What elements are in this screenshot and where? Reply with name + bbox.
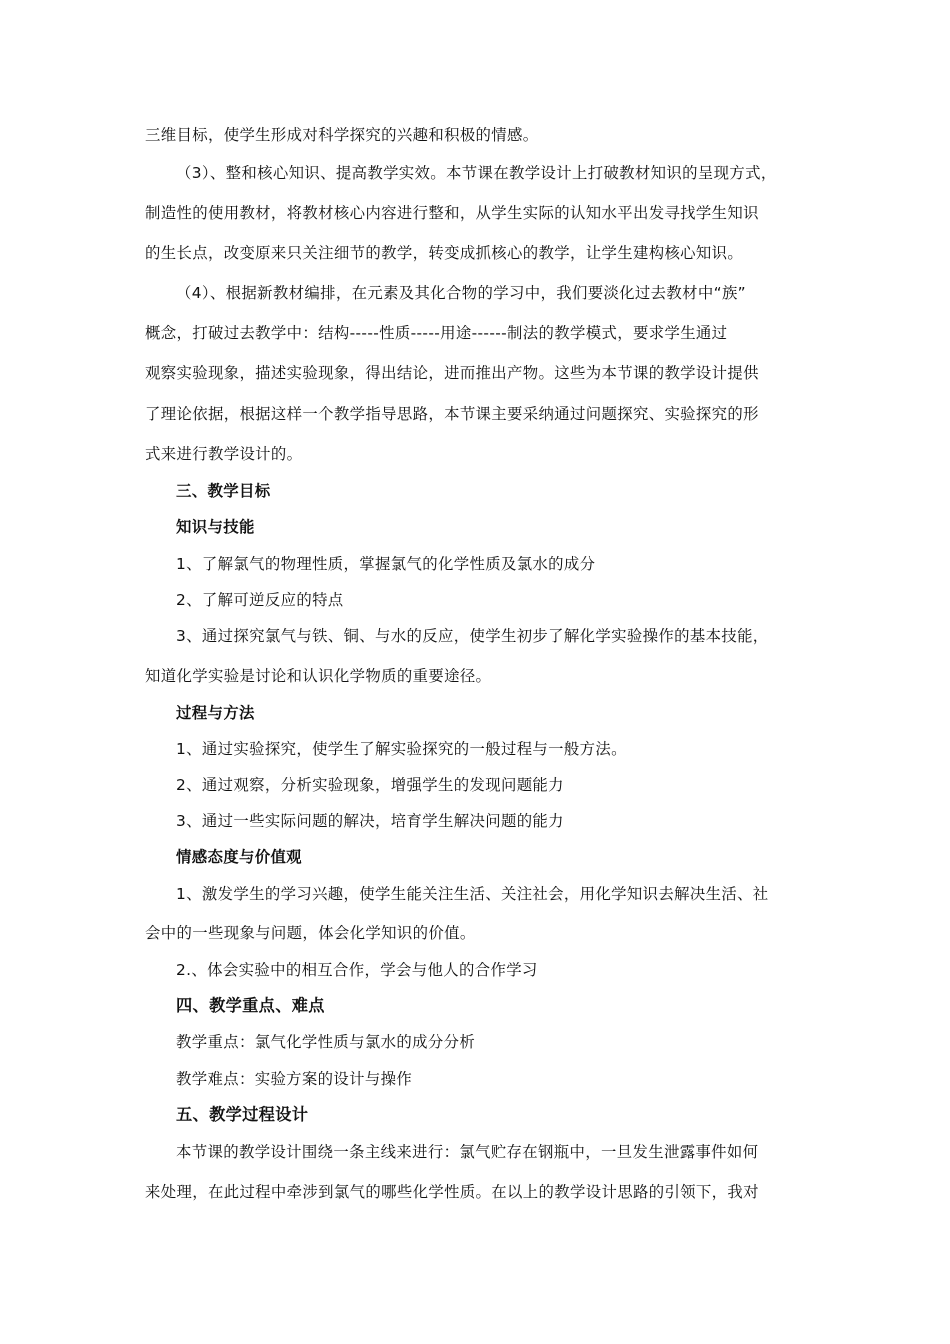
subsection-heading: 知识与技能 <box>176 518 255 536</box>
section-heading: 五、教学过程设计 <box>176 1105 309 1124</box>
paragraph-line: 的生长点，改变原来只关注细节的教学，转变成抓核心的教学，让学生建构核心知识。 <box>145 244 744 262</box>
paragraph-line: 三维目标，使学生形成对科学探究的兴趣和积极的情感。 <box>145 126 539 144</box>
list-item: 2、通过观察，分析实验现象，增强学生的发现问题能力 <box>176 776 564 794</box>
paragraph-line: 概念，打破过去教学中：结构-----性质-----用途------制法的教学模式，要求学生通过 <box>145 324 728 342</box>
list-item: 1、通过实验探究，使学生了解实验探究的一般过程与一般方法。 <box>176 740 627 758</box>
paragraph-line: 式来进行教学设计的。 <box>145 445 303 463</box>
paragraph-line: 制造性的使用教材，将教材核心内容进行整和，从学生实际的认知水平出发寻找学生知识 <box>145 204 759 222</box>
list-item: 2.、体会实验中的相互合作，学会与他人的合作学习 <box>176 961 538 979</box>
paragraph-line: 教学重点：氯气化学性质与氯水的成分分析 <box>176 1033 476 1051</box>
paragraph-line: 了理论依据，根据这样一个教学指导思路，本节课主要采纳通过问题探究、实验探究的形 <box>145 405 759 423</box>
list-item: 3、通过一些实际问题的解决，培育学生解决问题的能力 <box>176 812 564 830</box>
list-item: 2、了解可逆反应的特点 <box>176 591 344 609</box>
paragraph-line: 来处理，在此过程中牵涉到氯气的哪些化学性质。在以上的教学设计思路的引领下，我对 <box>145 1183 759 1201</box>
paragraph-line: 知道化学实验是讨论和认识化学物质的重要途径。 <box>145 667 492 685</box>
list-item: 1、了解氯气的物理性质，掌握氯气的化学性质及氯水的成分 <box>176 555 596 573</box>
paragraph-line: 本节课的教学设计围绕一条主线来进行：氯气贮存在钢瓶中，一旦发生泄露事件如何 <box>176 1143 759 1161</box>
list-item: 3、通过探究氯气与铁、铜、与水的反应，使学生初步了解化学实验操作的基本技能， <box>176 627 769 645</box>
paragraph-line: 观察实验现象，描述实验现象，得出结论，进而推出产物。这些为本节课的教学设计提供 <box>145 364 759 382</box>
paragraph-line: （4）、根据新教材编排，在元素及其化合物的学习中，我们要淡化过去教材中“族” <box>176 284 747 302</box>
list-item: 1、激发学生的学习兴趣，使学生能关注生活、关注社会，用化学知识去解决生活、社 <box>176 885 769 903</box>
section-heading: 四、教学重点、难点 <box>176 996 325 1015</box>
subsection-heading: 情感态度与价值观 <box>176 848 302 866</box>
paragraph-line: 会中的一些现象与问题，体会化学知识的价值。 <box>145 924 476 942</box>
paragraph-line: 教学难点：实验方案的设计与操作 <box>176 1070 413 1088</box>
section-heading: 三、教学目标 <box>176 482 271 500</box>
paragraph-line: （3）、整和核心知识、提高教学实效。本节课在教学设计上打破教材知识的呈现方式， <box>176 164 777 182</box>
subsection-heading: 过程与方法 <box>176 704 255 722</box>
